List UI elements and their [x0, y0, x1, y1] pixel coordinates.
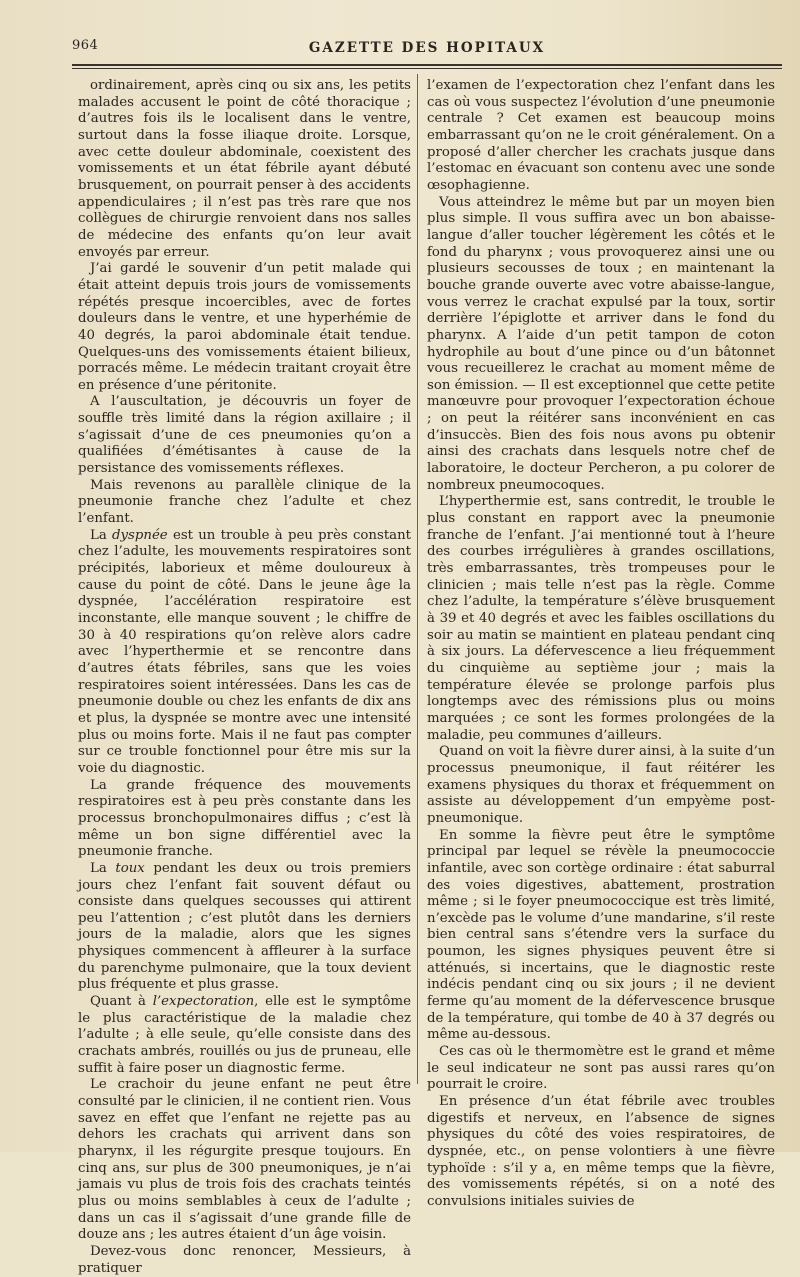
- paragraph: La grande fréquence des mouvements respiratoires est à peu près constante dans les processus bronchopulmonaires diffus ; c’est là même un bon signe différentiel avec la pneumonie franche.: [78, 777, 411, 860]
- paragraph: Quant à l’expectoration, elle est le symptôme le plus caractéristique de la maladie chez l’adulte ; à elle seule, qu’elle consiste dans des crachats ambrés, rouillés ou jus de pruneau, elle suffit à faire poser un diagnostic ferme.: [78, 994, 411, 1076]
- paragraph: Le crachoir du jeune enfant ne peut être consulté par le clinicien, il ne contient rien. Vous savez en effet que l’enfant ne rejette pas au dehors les crachats qui arrivent dans son pharynx, il les régurgite presque toujours. En cinq ans, sur plus de 300 pneumoniques, je n’ai jamais vu plus de trois fois des crachats teintés plus ou moins semblables à ceux de l’adulte ; dans un cas il s’agissait d’une grande fille de douze ans ; les autres étaient d’un âge voisin.: [78, 1077, 411, 1243]
- paragraph: ordinairement, après cinq ou six ans, les petits malades accusent le point de côté thoracique ; d’autres fois ils le localisent dans le ventre, surtout dans la fosse iliaque droite. Lorsque, avec cette douleur abdominale, coexistent des vomissements et un état fébrile ayant débuté brusquement, on pourrait penser à des accidents appendiculaires ; il n’est pas très rare que nos collègues de chirurgie renvoient dans nos salles de médecine des enfants qu’on leur avait envoyés par erreur.: [78, 78, 411, 260]
- paragraph: Devez-vous donc renoncer, Messieurs, à pratiquer: [78, 1243, 411, 1276]
- paragraph: Vous atteindrez le même but par un moyen bien plus simple. Il vous suffira avec un bon abaisse-langue d’aller toucher légèrement les côtés et le fond du pharynx ; vous provoquerez ainsi une ou plusieurs secousses de toux ; en maintenant la bouche grande ouverte avec votre abaisse-langue, vous verrez le crachat expulsé par la toux, sortir derrière l’épiglotte et arriver dans le fond du pharynx. A l’aide d’un petit tampon de coton hydrophile au bout d’une pince ou d’un bâtonnet vous recueillerez le crachat au moment même de son émission. — Il est exceptionnel que cette petite manœuvre pour provoquer l’expectoration échoue ; on peut la réitérer sans inconvénient en cas d’insuccès. Bien des fois nous avons pu obtenir ainsi des crachats dans lesquels notre chef de laboratoire, le docteur Percheron, a pu colorer de nombreux pneumocoques.: [427, 194, 775, 493]
- header-rule-thick: [72, 64, 782, 66]
- header-rule-thin: [72, 68, 782, 69]
- journal-title: GAZETTE DES HOPITAUX: [308, 40, 546, 56]
- page-header: [72, 38, 782, 64]
- left-column: [78, 78, 411, 1277]
- paragraph: A l’auscultation, je découvris un foyer de souffle très limité dans la région axillaire ; il s’agissait d’une de ces pneumonies qu’on a qualifiées d’émétisantes à cause de la persistance des vomissements réflexes.: [78, 394, 411, 477]
- right-column: [427, 78, 775, 1211]
- paragraph: Quand on voit la fièvre durer ainsi, à la suite d’un processus pneumonique, il faut réitérer les examens physiques du thorax et fréquemment on assiste au développement d’un empyème post-pneumonique.: [427, 744, 775, 826]
- paragraph: Mais revenons au parallèle clinique de la pneumonie franche chez l’adulte et chez l’enfant.: [78, 477, 411, 527]
- paragraph: Ces cas où le thermomètre est le grand et même le seul indicateur ne sont pas aussi rares qu’on pourrait le croire.: [427, 1044, 775, 1093]
- paragraph: J’ai gardé le souvenir d’un petit malade qui était atteint depuis trois jours de vomissements répétés presque incoercibles, avec de fortes douleurs dans le ventre, et une hyperhémie de 40 degrés, la paroi abdominale était tendue. Quelques-uns des vomissements étaient bilieux, porracés même. Le médecin traitant croyait être en présence d’une péritonite.: [78, 261, 411, 393]
- paragraph: La dyspnée est un trouble à peu près constant chez l’adulte, les mouvements respiratoires sont précipités, laborieux et même douloureux à cause du point de côté. Dans le jeune âge la dyspnée, l’accélération respiratoire est inconstante, elle manque souvent ; le chiffre de 30 à 40 respirations qu’on relève alors cadre avec l’hyperthermie et se rencontre dans d’autres états fébriles, sans que les voies respiratoires soient intéressées. Dans les cas de pneumonie double ou chez les enfants de dix ans et plus, la dyspnée se montre avec une intensité plus ou moins forte. Mais il ne faut pas compter sur ce trouble fonctionnel pour être mis sur la voie du diagnostic.: [78, 527, 411, 776]
- paragraph: La toux pendant les deux ou trois premiers jours chez l’enfant fait souvent défaut ou consiste dans quelques secousses qui attirent peu l’attention ; c’est plutôt dans les derniers jours de la maladie, alors que les signes physiques commencent à affleurer à la surface du parenchyme pulmonaire, que la toux devient plus fréquente et plus grasse.: [78, 860, 412, 993]
- column-divider: [417, 74, 418, 1084]
- page-number: 964: [72, 38, 99, 53]
- paragraph: En présence d’un état fébrile avec troubles digestifs et nerveux, en l’absence de signes physiques du côté des voies respiratoires, de dyspnée, etc., on pense volontiers à une fièvre typhoïde : s’il y a, en même temps que la fièvre, des vomissements répétés, si on a noté des convulsions initiales suivies de: [427, 1094, 775, 1209]
- paragraph: l’examen de l’expectoration chez l’enfant dans les cas où vous suspectez l’évolution d’une pneumonie centrale ? Cet examen est beaucoup moins embarrassant qu’on ne le croit généralement. On a proposé d’aller chercher les crachats jusque dans l’estomac en évacuant son contenu avec une sonde œsophagienne.: [427, 78, 775, 193]
- paragraph: L’hyperthermie est, sans contredit, le trouble le plus constant en rapport avec la pneumonie franche de l’enfant. J’ai mentionné tout à l’heure des courbes irrégulières à grandes oscillations, très embarrassantes, très trompeuses pour le clinicien ; mais telle n’est pas la règle. Comme chez l’adulte, la température s’élève brusquement à 39 et 40 degrés et avec les faibles oscillations du soir au matin se maintient en plateau pendant cinq à six jours. La défervescence a lieu fréquemment du cinquième au septième jour ; mais la température élevée se prolonge parfois plus longtemps avec des rémissions plus ou moins marquées ; ce sont les formes prolongées de la maladie, peu communes d’ailleurs.: [427, 494, 775, 743]
- paragraph: En somme la fièvre peut être le symptôme principal par lequel se révèle la pneumococcie infantile, avec son cortège ordinaire : état saburral des voies digestives, abattement, prostration même ; si le foyer pneumococcique est très limité, n’excède pas le volume d’une mandarine, s’il reste bien central sans s’étendre vers la surface du poumon, les signes physiques peuvent être si atténués, si incertains, que le diagnostic reste indécis pendant cinq ou six jours ; il ne devient ferme qu’au moment de la défervescence brusque de la température, qui tombe de 40 à 37 degrés ou même au-dessous.: [427, 827, 775, 1043]
